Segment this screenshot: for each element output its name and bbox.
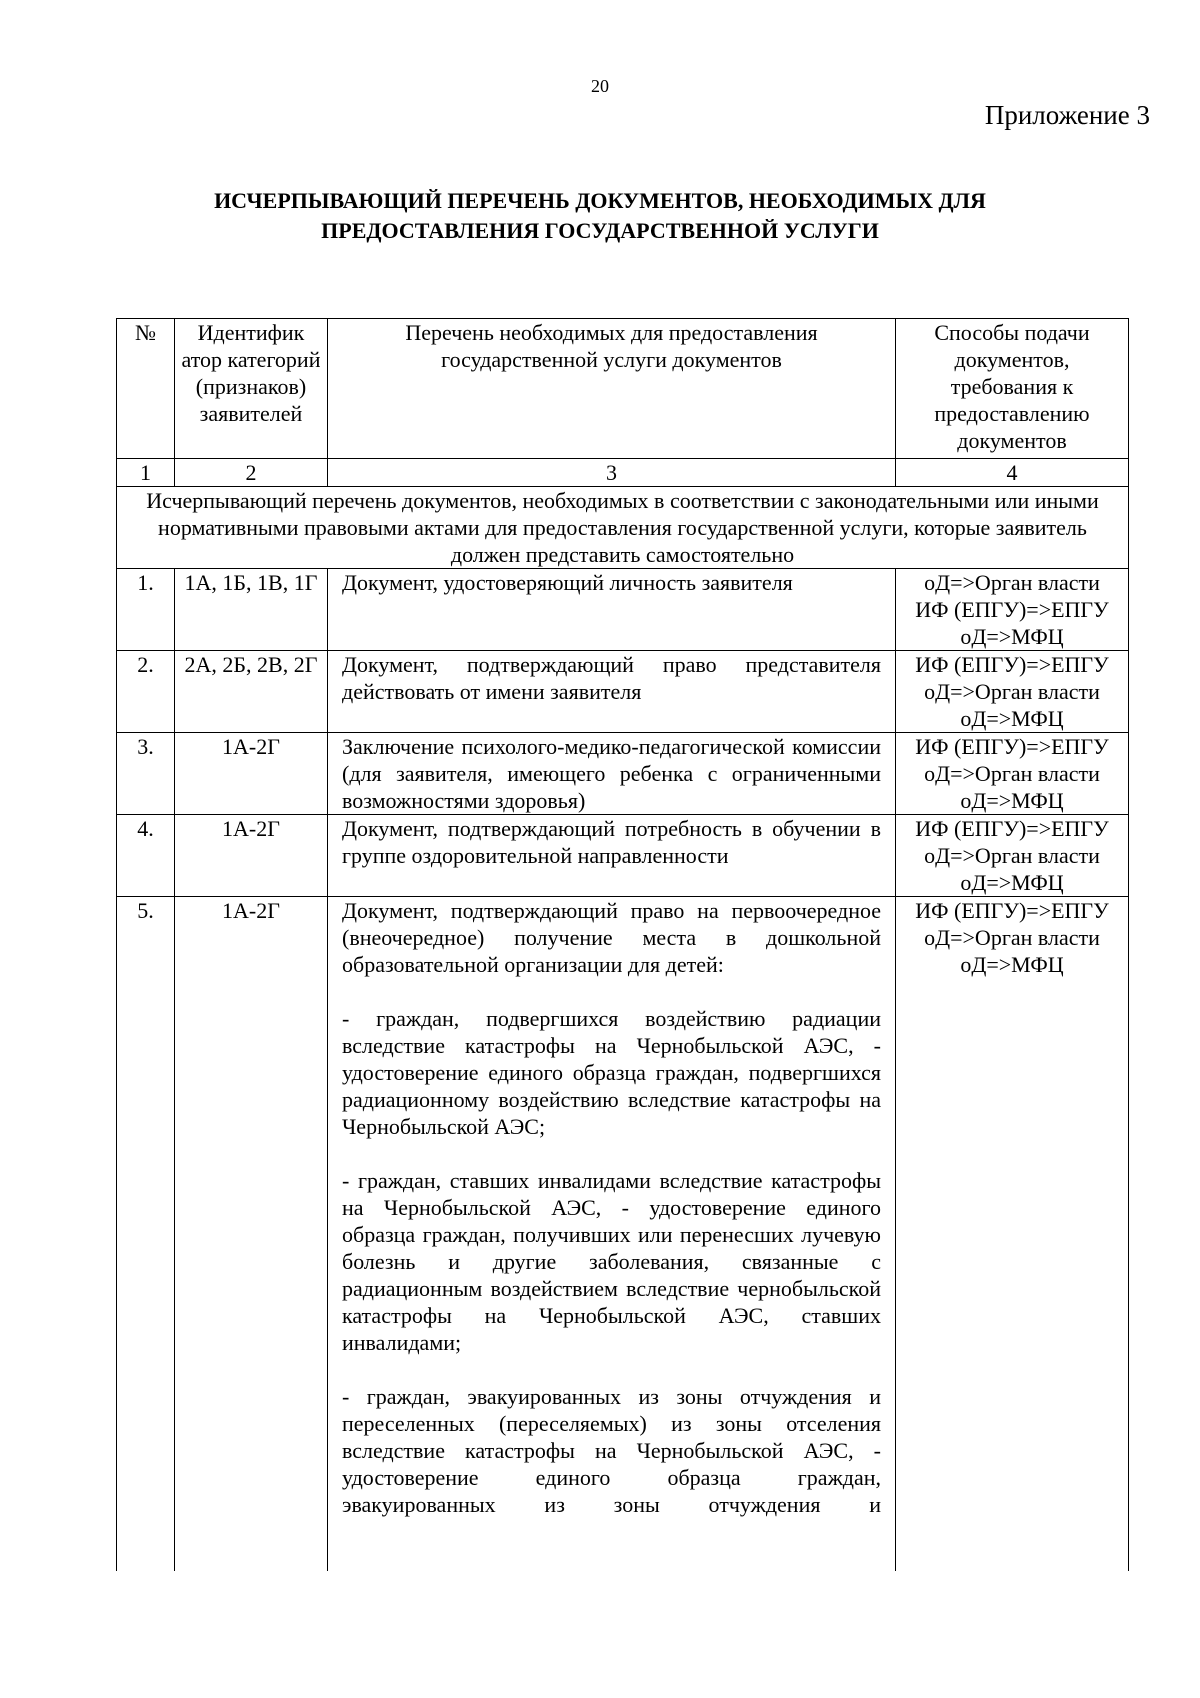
submission-way: ИФ (ЕПГУ)=>ЕПГУ [915,597,1109,622]
row-submission-ways [896,897,1129,1571]
row-number: 1. [117,569,175,651]
row-submission-ways [896,733,1129,815]
documents-table [116,318,1129,1571]
row-document [328,897,896,1571]
table-row [117,733,1129,815]
row-applicant-id: 1А-2Г [175,897,328,1571]
row-applicant-id: 1А-2Г [175,733,328,815]
row-applicant-id: 2А, 2Б, 2В, 2Г [175,651,328,733]
row-number: 4. [117,815,175,897]
row-document: Заключение психолого-медико-педагогической комиссии (для заявителя, имеющего ребенка с ограниченными возможностями здоровья) [328,733,896,815]
header-documents: Перечень необходимых для предоставления государственной услуги документов [328,319,896,459]
submission-way: оД=>МФЦ [960,788,1064,813]
row-number: 3. [117,733,175,815]
title-line-2: ПРЕДОСТАВЛЕНИЯ ГОСУДАРСТВЕННОЙ УСЛУГИ [321,218,879,243]
row-document: Документ, подтверждающий потребность в обучении в группе оздоровительной направленности [328,815,896,897]
section-row [117,487,1129,569]
row-document: Документ, удостоверяющий личность заявителя [328,569,896,651]
submission-way: ИФ (ЕПГУ)=>ЕПГУ [915,734,1109,759]
row-submission-ways [896,651,1129,733]
document-paragraph: - граждан, эвакуированных из зоны отчуждения и переселенных (переселяемых) из зоны отселения вследствие катастрофы на Чернобыльской АЭС, - удостоверение единого образца граждан, эвакуированных из зоны отчуждения и [342,1384,881,1517]
appendix-label: Приложение 3 [984,100,1150,130]
table-row [117,569,1129,651]
submission-way: оД=>МФЦ [960,706,1064,731]
submission-way: оД=>Орган власти [924,843,1100,868]
column-number: 2 [175,459,328,487]
title-line-1: ИСЧЕРПЫВАЮЩИЙ ПЕРЕЧЕНЬ ДОКУМЕНТОВ, НЕОБХОДИМЫХ ДЛЯ [214,188,986,213]
row-number: 5. [117,897,175,1571]
submission-way: ИФ (ЕПГУ)=>ЕПГУ [915,898,1109,923]
row-number: 2. [117,651,175,733]
table-row [117,815,1129,897]
submission-way: оД=>МФЦ [960,870,1064,895]
row-applicant-id: 1А, 1Б, 1В, 1Г [175,569,328,651]
row-submission-ways [896,815,1129,897]
row-document: Документ, подтверждающий право представителя действовать от имени заявителя [328,651,896,733]
header-row [117,319,1129,459]
row-submission-ways [896,569,1129,651]
submission-way: оД=>Орган власти [924,761,1100,786]
document-paragraph: - граждан, подвергшихся воздействию радиации вследствие катастрофы на Чернобыльской АЭС, - удостоверение единого образца граждан, подвергшихся радиационному воздействию вследствие катастрофы на Чернобыльской АЭС; [342,1006,881,1139]
header-submission-ways: Способы подачи документов, требования к предоставлению документов [896,319,1129,459]
submission-way: ИФ (ЕПГУ)=>ЕПГУ [915,816,1109,841]
submission-way: оД=>Орган власти [924,570,1100,595]
submission-way: оД=>Орган власти [924,679,1100,704]
submission-way: оД=>Орган власти [924,925,1100,950]
table-row [117,897,1129,1571]
column-number: 1 [117,459,175,487]
table-row [117,651,1129,733]
document-paragraph: - граждан, ставших инвалидами вследствие катастрофы на Чернобыльской АЭС, - удостоверение единого образца граждан, получивших или перенесших лучевую болезнь и другие заболевания, связанные с радиационным воздействием вследствие чернобыльской катастрофы на Чернобыльской АЭС, ставших инвалидами; [342,1168,881,1355]
section-heading: Исчерпывающий перечень документов, необходимых в соответствии с законодательными или иными нормативными правовыми актами для предоставления государственной услуги, которые заявитель должен представить самостоятельно [117,487,1129,569]
column-number: 3 [328,459,896,487]
page-number: 20 [591,76,609,96]
column-number: 4 [896,459,1129,487]
document-intro: Документ, подтверждающий право на первоочередное (внеочередное) получение места в дошкольной образовательной организации для детей: [342,898,881,977]
submission-way: оД=>МФЦ [960,952,1064,977]
header-num: № [117,319,175,459]
document-title [150,186,1050,246]
header-applicant-id: Идентифик атор категорий (признаков) заявителей [175,319,328,459]
column-numbers-row [117,459,1129,487]
submission-way: ИФ (ЕПГУ)=>ЕПГУ [915,652,1109,677]
row-applicant-id: 1А-2Г [175,815,328,897]
submission-way: оД=>МФЦ [960,624,1064,649]
